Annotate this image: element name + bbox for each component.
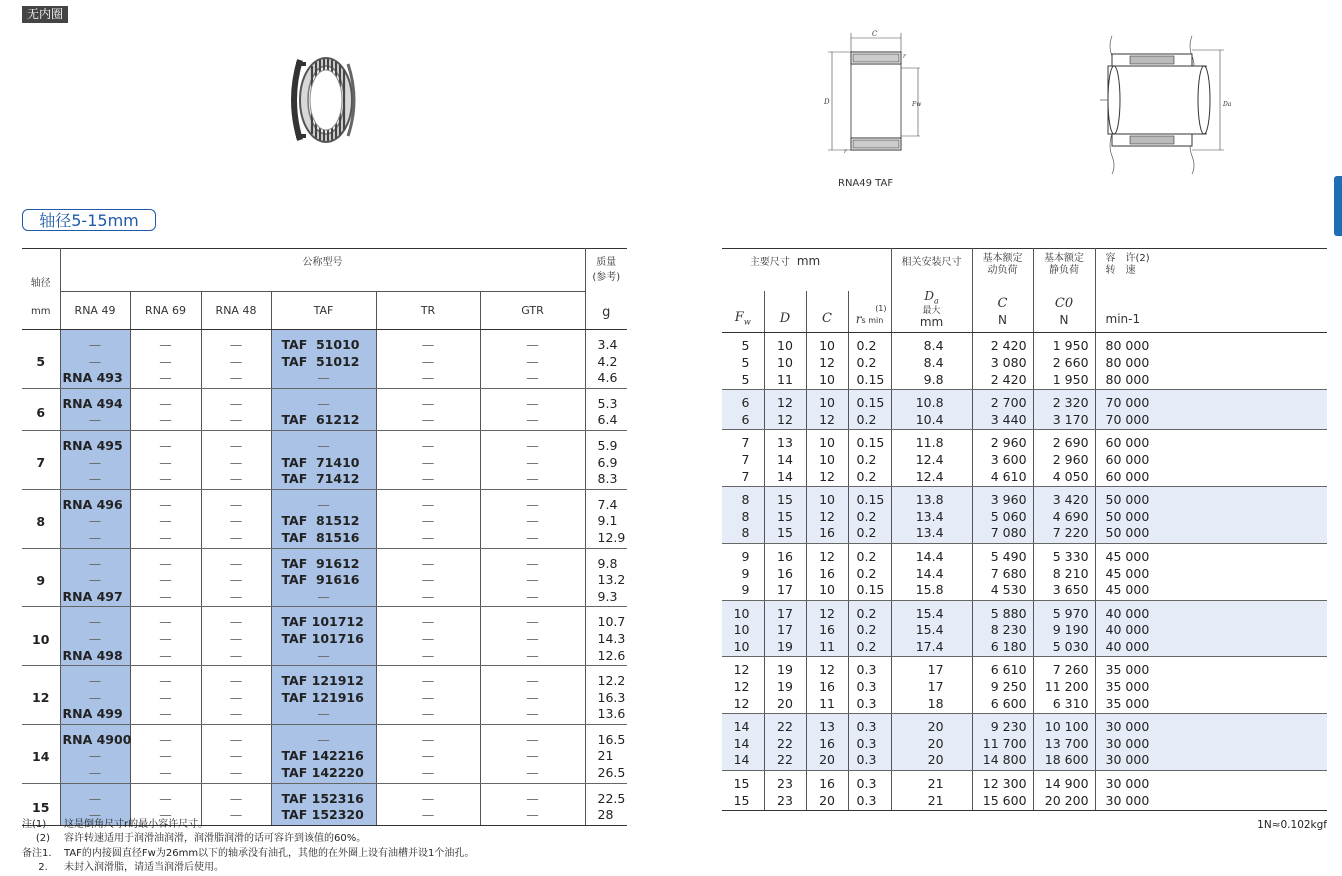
rna49-cell: RNA 496 — —: [60, 489, 130, 548]
static-load-cell: 10 100 13 700 18 600: [1033, 714, 1095, 771]
dynamic-load-cell: 2 960 3 600 4 610: [972, 430, 1033, 487]
taf-cell: TAF 51010 TAF 51012 —: [271, 330, 376, 389]
gtr-cell: — — —: [480, 548, 585, 607]
rna69-cell: — — —: [130, 724, 201, 783]
da-cell: 8.4 8.4 9.8: [891, 333, 972, 390]
tr-cell: — — —: [376, 548, 480, 607]
fw-header: $F_w$: [722, 291, 764, 333]
fw-cell: 8 8 8: [722, 487, 764, 544]
tr-cell: — — —: [376, 489, 480, 548]
rs-cell: 0.2 0.2 0.15: [848, 333, 891, 390]
gtr-cell: — — —: [480, 489, 585, 548]
taf-cell: — TAF 142216 TAF 142220: [271, 724, 376, 783]
dimension-table: [722, 248, 1327, 811]
fw-cell: 9 9 9: [722, 543, 764, 600]
table-row: [722, 390, 1327, 430]
designation-table: [22, 248, 627, 826]
taf-cell: TAF 152316 TAF 152320: [271, 783, 376, 825]
table-row: [722, 333, 1327, 390]
tr-cell: — — —: [376, 724, 480, 783]
rs-cell: 0.15 0.2 0.2: [848, 430, 891, 487]
shaft-cell: 14: [22, 724, 60, 783]
cross-section-drawing: [820, 28, 924, 158]
taf-cell: — TAF 61212: [271, 388, 376, 430]
rs-cell: 0.3 0.3 0.3: [848, 714, 891, 771]
table-row: [722, 600, 1327, 657]
side-tab[interactable]: [1334, 176, 1342, 236]
d-cell: 17 17 19: [764, 600, 806, 657]
static-load-cell: 1 950 2 660 1 950: [1033, 333, 1095, 390]
speed-cell: 30 000 30 000 30 000: [1095, 714, 1327, 771]
label-r-top: r: [903, 53, 906, 60]
rs-cell: 0.3 0.3 0.3: [848, 657, 891, 714]
rna49-cell: RNA 4900 — —: [60, 724, 130, 783]
rna48-cell: — —: [201, 783, 271, 825]
rna49-cell: RNA 495 — —: [60, 430, 130, 489]
rs-header: (1) rs min: [848, 291, 891, 333]
table-row: [22, 388, 627, 430]
speed-cell: 80 000 80 000 80 000: [1095, 333, 1327, 390]
unit-conversion: 1N≈0.102kgf: [1257, 819, 1327, 831]
dynamic-load-units: C N: [972, 291, 1033, 333]
note-2: (2) 容许转速适用于润滑油润滑，润滑脂润滑的话可容许到该值的60%。: [35, 833, 367, 844]
series-taf: TAF: [271, 292, 376, 330]
shaft-cell: 6: [22, 388, 60, 430]
series-rna69: RNA 69: [130, 292, 201, 330]
speed-cell: 40 000 40 000 40 000: [1095, 600, 1327, 657]
da-cell: 10.8 10.4: [891, 390, 972, 430]
da-cell: 17 17 18: [891, 657, 972, 714]
speed-cell: 35 000 35 000 35 000: [1095, 657, 1327, 714]
category-badge: 无内圈: [22, 6, 68, 23]
mass-cell: 9.8 13.2 9.3: [585, 548, 627, 607]
rna49-cell: RNA 494 —: [60, 388, 130, 430]
taf-cell: — TAF 71410 TAF 71412: [271, 430, 376, 489]
d-cell: 22 22 22: [764, 714, 806, 771]
c-cell: 10 12 10: [806, 333, 848, 390]
mounting-drawing: [1100, 36, 1230, 176]
fw-cell: 10 10 10: [722, 600, 764, 657]
fw-cell: 5 5 5: [722, 333, 764, 390]
da-cell: 11.8 12.4 12.4: [891, 430, 972, 487]
c-cell: 12 16 11: [806, 600, 848, 657]
rna48-cell: — — —: [201, 666, 271, 725]
rna48-cell: — —: [201, 388, 271, 430]
taf-cell: TAF 101712 TAF 101716 —: [271, 607, 376, 666]
rna48-cell: — — —: [201, 724, 271, 783]
table-row: [22, 724, 627, 783]
shaft-range-label: 轴径5-15mm: [22, 209, 156, 231]
table-row: [722, 771, 1327, 811]
tr-cell: — — —: [376, 430, 480, 489]
install-header: 相关安装尺寸: [891, 249, 972, 292]
gtr-cell: — — —: [480, 330, 585, 389]
rna69-cell: — — —: [130, 666, 201, 725]
series-rna49: RNA 49: [60, 292, 130, 330]
d-cell: 13 14 14: [764, 430, 806, 487]
mass-cell: 7.4 9.1 12.9: [585, 489, 627, 548]
static-load-cell: 2 690 2 960 4 050: [1033, 430, 1095, 487]
d-header: D: [764, 291, 806, 333]
da-header: $D_a$ 最大 mm: [891, 291, 972, 333]
rna69-cell: — —: [130, 388, 201, 430]
gtr-cell: — — —: [480, 724, 585, 783]
c-cell: 10 12: [806, 390, 848, 430]
mass-header: 质量 (参考) g: [585, 249, 627, 330]
main-dim-header: 主要尺寸 mm: [749, 254, 821, 268]
fw-cell: 14 14 14: [722, 714, 764, 771]
dynamic-load-cell: 9 230 11 700 14 800: [972, 714, 1033, 771]
table-row: [22, 548, 627, 607]
diagram-caption: RNA49 TAF: [838, 178, 894, 189]
table-row: [22, 607, 627, 666]
rna69-cell: — — —: [130, 548, 201, 607]
table-row: [22, 430, 627, 489]
mass-cell: 10.7 14.3 12.6: [585, 607, 627, 666]
static-load-units: C0 N: [1033, 291, 1095, 333]
speed-cell: 45 000 45 000 45 000: [1095, 543, 1327, 600]
shaft-cell: 9: [22, 548, 60, 607]
mass-cell: 5.9 6.9 8.3: [585, 430, 627, 489]
label-da: Da: [1223, 101, 1232, 108]
speed-unit: min-1: [1095, 291, 1327, 333]
gtr-cell: — —: [480, 783, 585, 825]
shaft-cell: 8: [22, 489, 60, 548]
shaft-cell: 12: [22, 666, 60, 725]
rna49-cell: — — RNA 498: [60, 607, 130, 666]
static-load-cell: 5 330 8 210 3 650: [1033, 543, 1095, 600]
c-cell: 16 20: [806, 771, 848, 811]
c-cell: 13 16 20: [806, 714, 848, 771]
rs-cell: 0.2 0.2 0.15: [848, 543, 891, 600]
table-row: [22, 666, 627, 725]
dynamic-load-cell: 3 960 5 060 7 080: [972, 487, 1033, 544]
speed-header: 容 许(2) 转 速: [1095, 249, 1327, 292]
nominal-header: 公称型号: [60, 249, 585, 292]
static-load-cell: 7 260 11 200 6 310: [1033, 657, 1095, 714]
note-1: 注(1) 这是倒角尺寸r的最小容许尺寸。: [22, 819, 209, 830]
d-cell: 19 19 20: [764, 657, 806, 714]
taf-cell: TAF 91612 TAF 91616 —: [271, 548, 376, 607]
da-cell: 14.4 14.4 15.8: [891, 543, 972, 600]
label-r-bottom: r: [844, 148, 847, 155]
rs-cell: 0.15 0.2: [848, 390, 891, 430]
da-cell: 21 21: [891, 771, 972, 811]
gtr-cell: — —: [480, 388, 585, 430]
dynamic-load-cell: 12 300 15 600: [972, 771, 1033, 811]
tr-cell: — — —: [376, 666, 480, 725]
c-cell: 12 16 11: [806, 657, 848, 714]
table-row: [722, 430, 1327, 487]
series-rna48: RNA 48: [201, 292, 271, 330]
d-cell: 16 16 17: [764, 543, 806, 600]
rna49-cell: — — RNA 499: [60, 666, 130, 725]
tr-cell: — — —: [376, 607, 480, 666]
speed-cell: 60 000 60 000 60 000: [1095, 430, 1327, 487]
static-load-cell: 5 970 9 190 5 030: [1033, 600, 1095, 657]
remark-1: 备注1. TAF的内接圆直径Fw为26mm以下的轴承没有油孔，其他的在外圈上设有油槽并设1个油孔。: [22, 848, 475, 859]
rna48-cell: — — —: [201, 330, 271, 389]
bearing-photo: [286, 52, 362, 152]
da-cell: 13.8 13.4 13.4: [891, 487, 972, 544]
rna69-cell: — — —: [130, 489, 201, 548]
rna69-cell: — — —: [130, 330, 201, 389]
table-row: [722, 543, 1327, 600]
rna48-cell: — — —: [201, 548, 271, 607]
rna48-cell: — — —: [201, 489, 271, 548]
c-header: C: [806, 291, 848, 333]
dynamic-load-cell: 2 700 3 440: [972, 390, 1033, 430]
static-load-cell: 2 320 3 170: [1033, 390, 1095, 430]
speed-cell: 30 000 30 000: [1095, 771, 1327, 811]
mass-cell: 5.3 6.4: [585, 388, 627, 430]
d-cell: 12 12: [764, 390, 806, 430]
d-cell: 10 10 11: [764, 333, 806, 390]
rna69-cell: — —: [130, 783, 201, 825]
da-cell: 15.4 15.4 17.4: [891, 600, 972, 657]
mass-cell: 3.4 4.2 4.6: [585, 330, 627, 389]
mass-cell: 16.5 21 26.5: [585, 724, 627, 783]
dynamic-load-cell: 5 880 8 230 6 180: [972, 600, 1033, 657]
mass-cell: 22.5 28: [585, 783, 627, 825]
dynamic-load-cell: 5 490 7 680 4 530: [972, 543, 1033, 600]
fw-cell: 15 15: [722, 771, 764, 811]
remark-2: 2. 未封入润滑脂，请适当润滑后使用。: [38, 862, 224, 873]
da-cell: 20 20 20: [891, 714, 972, 771]
c-cell: 10 10 12: [806, 430, 848, 487]
tr-cell: — — —: [376, 330, 480, 389]
table-row: [722, 714, 1327, 771]
taf-cell: TAF 121912 TAF 121916 —: [271, 666, 376, 725]
rna69-cell: — — —: [130, 607, 201, 666]
table-row: [722, 657, 1327, 714]
table-row: [722, 487, 1327, 544]
label-c: C: [872, 30, 878, 38]
series-gtr: GTR: [480, 292, 585, 330]
label-d: D: [824, 98, 830, 106]
c-cell: 12 16 10: [806, 543, 848, 600]
mass-cell: 12.2 16.3 13.6: [585, 666, 627, 725]
rs-cell: 0.3 0.3: [848, 771, 891, 811]
rna69-cell: — — —: [130, 430, 201, 489]
speed-cell: 70 000 70 000: [1095, 390, 1327, 430]
tr-cell: — —: [376, 783, 480, 825]
label-fw: Fw: [912, 101, 922, 108]
gtr-cell: — — —: [480, 430, 585, 489]
table-row: [22, 489, 627, 548]
fw-cell: 12 12 12: [722, 657, 764, 714]
gtr-cell: — — —: [480, 607, 585, 666]
static-load-header: 基本额定 静负荷: [1033, 249, 1095, 292]
fw-cell: 6 6: [722, 390, 764, 430]
fw-cell: 7 7 7: [722, 430, 764, 487]
rna48-cell: — — —: [201, 607, 271, 666]
gtr-cell: — — —: [480, 666, 585, 725]
tr-cell: — —: [376, 388, 480, 430]
shaft-cell: 10: [22, 607, 60, 666]
shaft-cell: 5: [22, 330, 60, 389]
speed-cell: 50 000 50 000 50 000: [1095, 487, 1327, 544]
rna49-cell: — — RNA 497: [60, 548, 130, 607]
static-load-cell: 14 900 20 200: [1033, 771, 1095, 811]
dynamic-load-cell: 2 420 3 080 2 420: [972, 333, 1033, 390]
shaft-header: 轴径 mm: [22, 249, 60, 330]
dynamic-load-header: 基本额定 动负荷: [972, 249, 1033, 292]
taf-cell: — TAF 81512 TAF 81516: [271, 489, 376, 548]
d-cell: 23 23: [764, 771, 806, 811]
table-row: [22, 330, 627, 389]
dynamic-load-cell: 6 610 9 250 6 600: [972, 657, 1033, 714]
series-tr: TR: [376, 292, 480, 330]
rna49-cell: — — RNA 493: [60, 330, 130, 389]
rna48-cell: — — —: [201, 430, 271, 489]
shaft-cell: 15: [22, 783, 60, 825]
shaft-cell: 7: [22, 430, 60, 489]
rs-cell: 0.2 0.2 0.2: [848, 600, 891, 657]
rna49-cell: — —: [60, 783, 130, 825]
c-cell: 10 12 16: [806, 487, 848, 544]
static-load-cell: 3 420 4 690 7 220: [1033, 487, 1095, 544]
rs-cell: 0.15 0.2 0.2: [848, 487, 891, 544]
d-cell: 15 15 15: [764, 487, 806, 544]
